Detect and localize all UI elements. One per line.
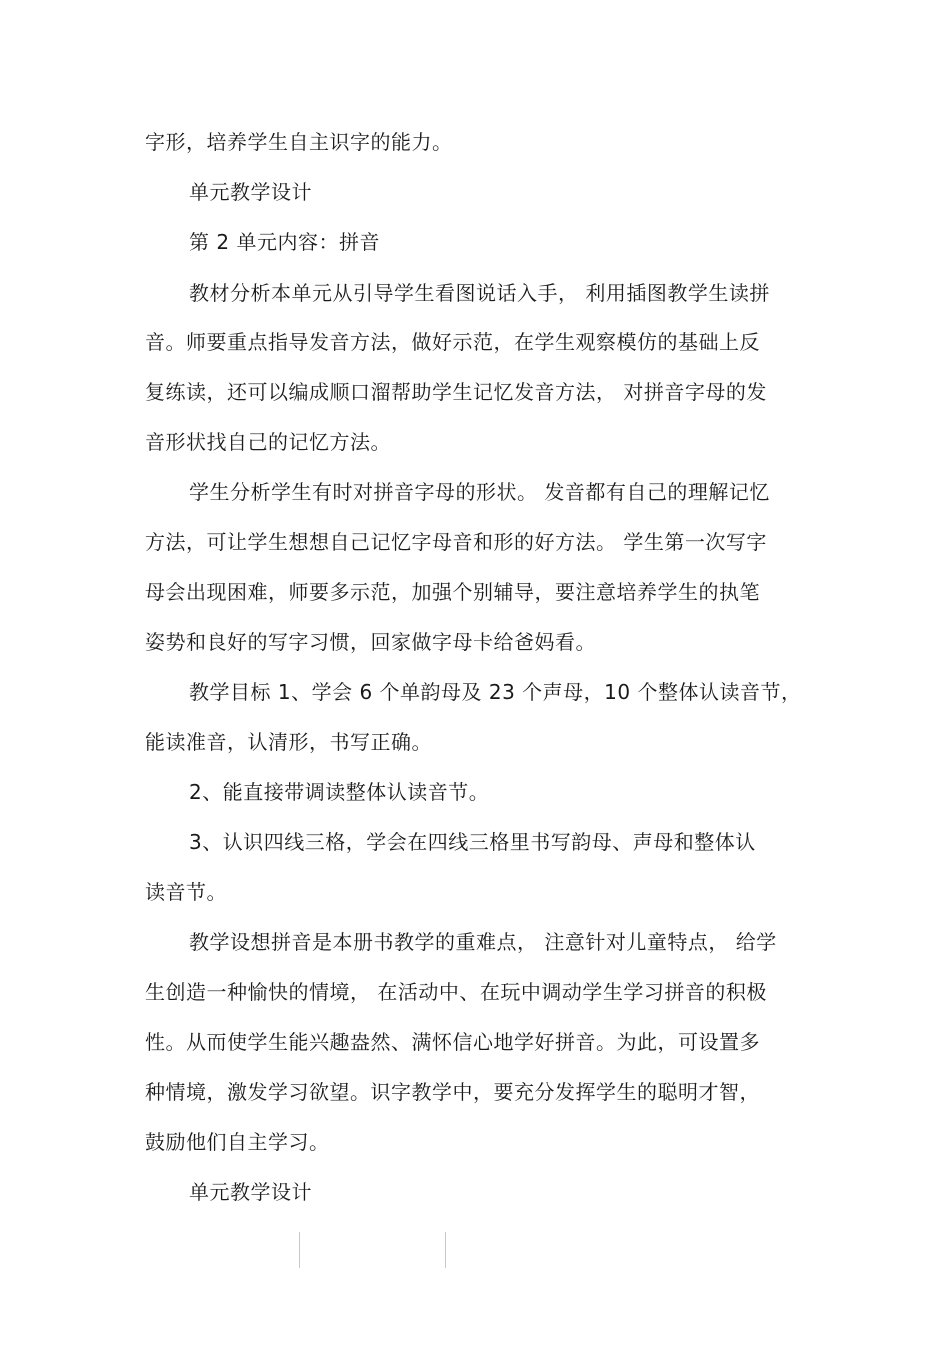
- text-line: 母会出现困难，师要多示范，加强个别辅导，要注意培养学生的执笔: [145, 580, 760, 604]
- text-line: 教学目标 1、学会 6 个单韵母及 23 个声母，10 个整体认读音节，: [189, 680, 802, 704]
- text-line: 复练读，还可以编成顺口溜帮助学生记忆发音方法， 对拼音字母的发: [145, 380, 767, 404]
- table-border-left: [299, 1232, 300, 1268]
- text-line: 鼓励他们自主学习。: [145, 1130, 330, 1154]
- text-line: 3、认识四线三格，学会在四线三格里书写韵母、声母和整体认: [189, 830, 756, 854]
- text-line: 性。从而使学生能兴趣盎然、满怀信心地学好拼音。为此，可设置多: [145, 1030, 760, 1054]
- text-line: 音。师要重点指导发音方法，做好示范，在学生观察模仿的基础上反: [145, 330, 760, 354]
- text-line: 姿势和良好的写字习惯，回家做字母卡给爸妈看。: [145, 630, 596, 654]
- text-line: 教学设想拼音是本册书教学的重难点， 注意针对儿童特点， 给学: [189, 930, 777, 954]
- text-line: 方法，可让学生想想自己记忆字母音和形的好方法。 学生第一次写字: [145, 530, 767, 554]
- text-line: 读音节。: [145, 880, 227, 904]
- table-border-right: [445, 1232, 446, 1268]
- text-line: 音形状找自己的记忆方法。: [145, 430, 391, 454]
- text-line: 学生分析学生有时对拼音字母的形状。 发音都有自己的理解记忆: [189, 480, 770, 504]
- text-line: 教材分析本单元从引导学生看图说话入手， 利用插图教学生读拼: [189, 281, 770, 305]
- text-line: 能读准音，认清形，书写正确。: [145, 730, 432, 754]
- section-heading: 单元教学设计: [189, 1180, 312, 1204]
- unit-title: 第 2 单元内容：拼音: [189, 230, 380, 254]
- text-line: 种情境，激发学习欲望。识字教学中，要充分发挥学生的聪明才智，: [145, 1080, 760, 1104]
- section-heading: 单元教学设计: [189, 180, 312, 204]
- text-line: 2、能直接带调读整体认读音节。: [189, 780, 490, 804]
- text-line: 字形，培养学生自主识字的能力。: [145, 130, 453, 154]
- text-line: 生创造一种愉快的情境， 在活动中、在玩中调动学生学习拼音的积极: [145, 980, 767, 1004]
